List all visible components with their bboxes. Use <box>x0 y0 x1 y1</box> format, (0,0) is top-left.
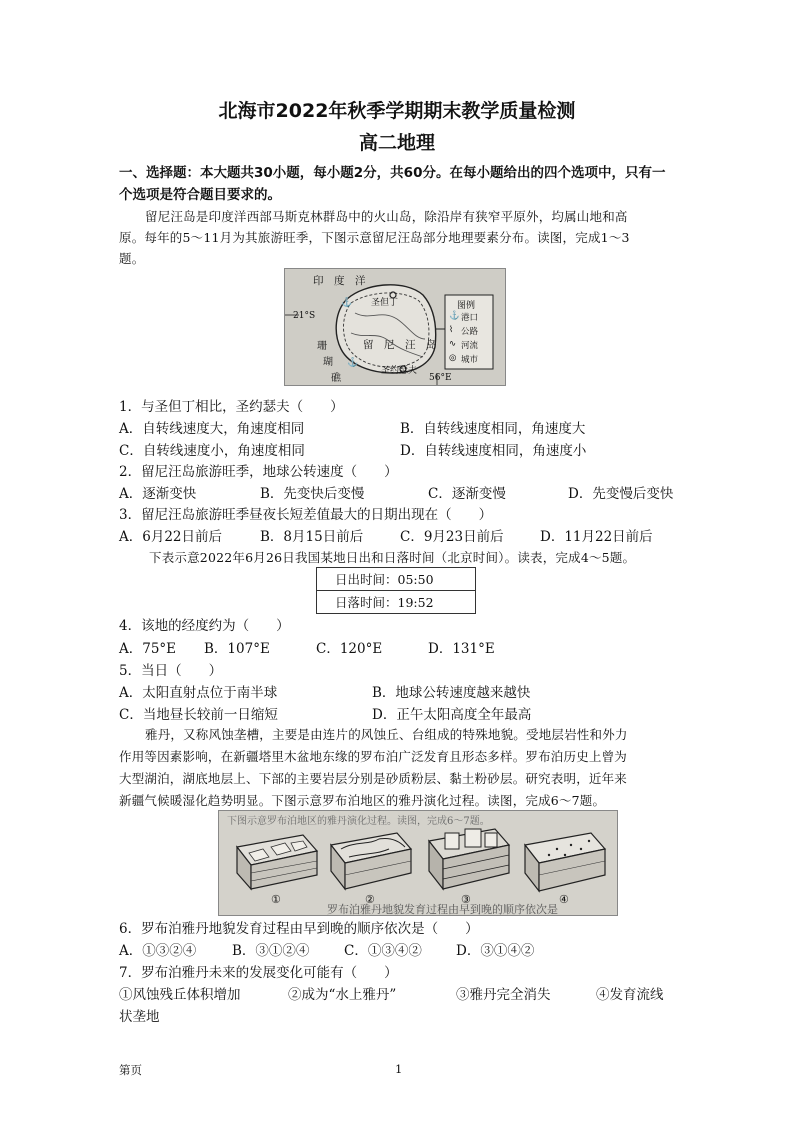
passage2: 下表示意2022年6月26日我国某地日出和日落时间（北京时间）。读表，完成4～5题。 <box>149 550 636 565</box>
q2-option-a[interactable]: A．逐渐变快 <box>119 486 197 502</box>
q4-option-b[interactable]: B．107°E <box>204 641 270 657</box>
q7-option-2[interactable]: ②成为“水上雅丹” <box>288 987 397 1003</box>
q7-stem: 7．罗布泊雅丹未来的发展变化可能有（ ） <box>119 965 398 981</box>
map-coast-char-1: 珊 <box>317 341 327 352</box>
map-legend-title: 图例 <box>457 301 476 311</box>
map-coast-char-3: 礁 <box>331 373 341 384</box>
legend-road-label: 公路 <box>461 327 479 337</box>
yardang-label-3: ③ <box>461 893 471 906</box>
legend-port-icon: ⚓ <box>449 311 460 321</box>
q3-option-c[interactable]: C．9月23日前后 <box>400 529 504 545</box>
yardang-top-bleed-text: 下图示意罗布泊地区的雅丹演化过程。读图，完成6～7题。 <box>227 816 490 827</box>
q3-option-b[interactable]: B．8月15日前后 <box>260 529 364 545</box>
legend-port-label: 港口 <box>461 313 479 323</box>
q2-option-d[interactable]: D．先变慢后变快 <box>568 486 674 502</box>
footer-page-number: 1 <box>395 1062 403 1076</box>
q6-option-b[interactable]: B．③①②④ <box>232 943 310 959</box>
q4-stem: 4．该地的经度约为（ ） <box>119 618 290 634</box>
yardang-label-2: ② <box>365 893 375 906</box>
passage3-line1: 雅丹，又称风蚀垄槽，主要是由连片的风蚀丘、台组成的特殊地貌。受地层岩性和外力 <box>145 727 628 742</box>
q1-option-d[interactable]: D．自转线速度相同，角速度小 <box>400 443 587 459</box>
legend-city-label: 城市 <box>461 355 479 365</box>
passage3-line4: 新疆气候暖湿化趋势明显。下图示意罗布泊地区的雅丹演化过程。读图，完成6～7题。 <box>119 793 606 808</box>
q2-option-b[interactable]: B．先变快后变慢 <box>260 486 365 502</box>
legend-river-label: 河流 <box>461 341 479 351</box>
yardang-block-3 <box>429 829 509 889</box>
q1-option-a[interactable]: A．自转线速度大，角速度相同 <box>119 421 305 437</box>
q6-stem: 6．罗布泊雅丹地貌发育过程由早到晚的顺序依次是（ ） <box>119 921 479 937</box>
sunset-cell: 日落时间：19:52 <box>317 591 476 614</box>
yardang-label-4: ④ <box>559 893 569 906</box>
footer-page-prefix: 第页 <box>119 1063 142 1077</box>
q7-option-1[interactable]: ①风蚀残丘体积增加 <box>119 987 241 1003</box>
q1-stem: 1．与圣但丁相比，圣约瑟夫（ ） <box>119 399 344 415</box>
legend-river-icon: ∿ <box>449 339 457 349</box>
section-heading-line1: 一、选择题：本大题共30小题，每小题2分，共60分。在每小题给出的四个选项中，只有一 <box>119 165 666 181</box>
map-lat-label: 21°S <box>293 311 316 321</box>
yardang-bottom-bleed-text: 罗布泊雅丹地貌发育过程由早到晚的顺序依次是 <box>327 903 558 916</box>
legend-city-icon: ◎ <box>449 353 457 363</box>
sunrise-cell: 日出时间：05:50 <box>317 568 476 591</box>
q5-stem: 5．当日（ ） <box>119 663 223 679</box>
passage1-line3: 题。 <box>119 251 145 266</box>
map-city-south: 圣约瑟夫 <box>381 366 418 376</box>
q7-option-4-continuation: 状垄地 <box>119 1009 160 1025</box>
q5-option-a[interactable]: A．太阳直射点位于南半球 <box>119 685 278 701</box>
q5-option-b[interactable]: B．地球公转速度越来越快 <box>372 685 531 701</box>
q3-option-a[interactable]: A．6月22日前后 <box>119 529 223 545</box>
passage1-line1: 留尼汪岛是印度洋西部马斯克林群岛中的火山岛，除沿岸有狭窄平原外，均属山地和高 <box>145 209 628 224</box>
q5-option-d[interactable]: D．正午太阳高度全年最高 <box>372 707 532 723</box>
q6-option-d[interactable]: D．③①④② <box>456 943 535 959</box>
map-city-north: 圣但丁 <box>371 298 399 308</box>
yardang-label-1: ① <box>271 893 281 906</box>
passage1-line2: 原。每年的5～11月为其旅游旺季，下图示意留尼汪岛部分地理要素分布。读图，完成1～3 <box>119 230 630 245</box>
q6-option-c[interactable]: C．①③④② <box>344 943 422 959</box>
reunion-map-figure <box>284 268 506 386</box>
q6-option-a[interactable]: A．①③②④ <box>119 943 197 959</box>
q7-option-3[interactable]: ③雅丹完全消失 <box>456 987 551 1003</box>
q4-option-d[interactable]: D．131°E <box>428 641 495 657</box>
exam-title: 北海市2022年秋季学期期末教学质量检测 <box>218 100 576 122</box>
map-ocean-label: 印 度 洋 <box>313 275 366 287</box>
q5-option-c[interactable]: C．当地昼长较前一日缩短 <box>119 707 278 723</box>
svg-text:⚓: ⚓ <box>341 298 353 308</box>
yardang-block-1 <box>237 835 317 889</box>
exam-subject: 高二地理 <box>358 132 435 154</box>
map-lon-label: 56°E <box>429 373 452 383</box>
map-island-name: 留 尼 汪 岛 <box>363 339 437 351</box>
passage3-line2: 作用等因素影响，在新疆塔里木盆地东缘的罗布泊广泛发育且形态多样。罗布泊历史上曾为 <box>119 749 628 764</box>
passage3-line3: 大型湖泊，湖底地层上、下部的主要岩层分别是砂质粉层、黏土粉砂层。研究表明，近年来 <box>119 771 628 786</box>
q3-stem: 3．留尼汪岛旅游旺季昼夜长短差值最大的日期出现在（ ） <box>119 507 493 523</box>
sun-time-table <box>316 567 476 614</box>
q2-option-c[interactable]: C．逐渐变慢 <box>428 486 506 502</box>
yardang-block-2 <box>331 833 411 889</box>
q1-option-b[interactable]: B．自转线速度相同，角速度大 <box>400 421 586 437</box>
yardang-block-4 <box>525 833 605 891</box>
legend-road-icon: ⌇ <box>449 325 454 335</box>
q3-option-d[interactable]: D．11月22日前后 <box>540 529 653 545</box>
q4-option-a[interactable]: A．75°E <box>119 641 177 657</box>
map-coast-char-2: 瑚 <box>323 357 333 368</box>
svg-text:⚓: ⚓ <box>347 358 359 368</box>
section-heading-line2: 个选项是符合题目要求的。 <box>119 187 281 203</box>
q4-option-c[interactable]: C．120°E <box>316 641 383 657</box>
q2-stem: 2．留尼汪岛旅游旺季，地球公转速度（ ） <box>119 464 398 480</box>
yardang-evolution-figure <box>218 810 618 916</box>
q7-option-4[interactable]: ④发育流线 <box>596 987 664 1003</box>
q1-option-c[interactable]: C．自转线速度小，角速度相同 <box>119 443 305 459</box>
